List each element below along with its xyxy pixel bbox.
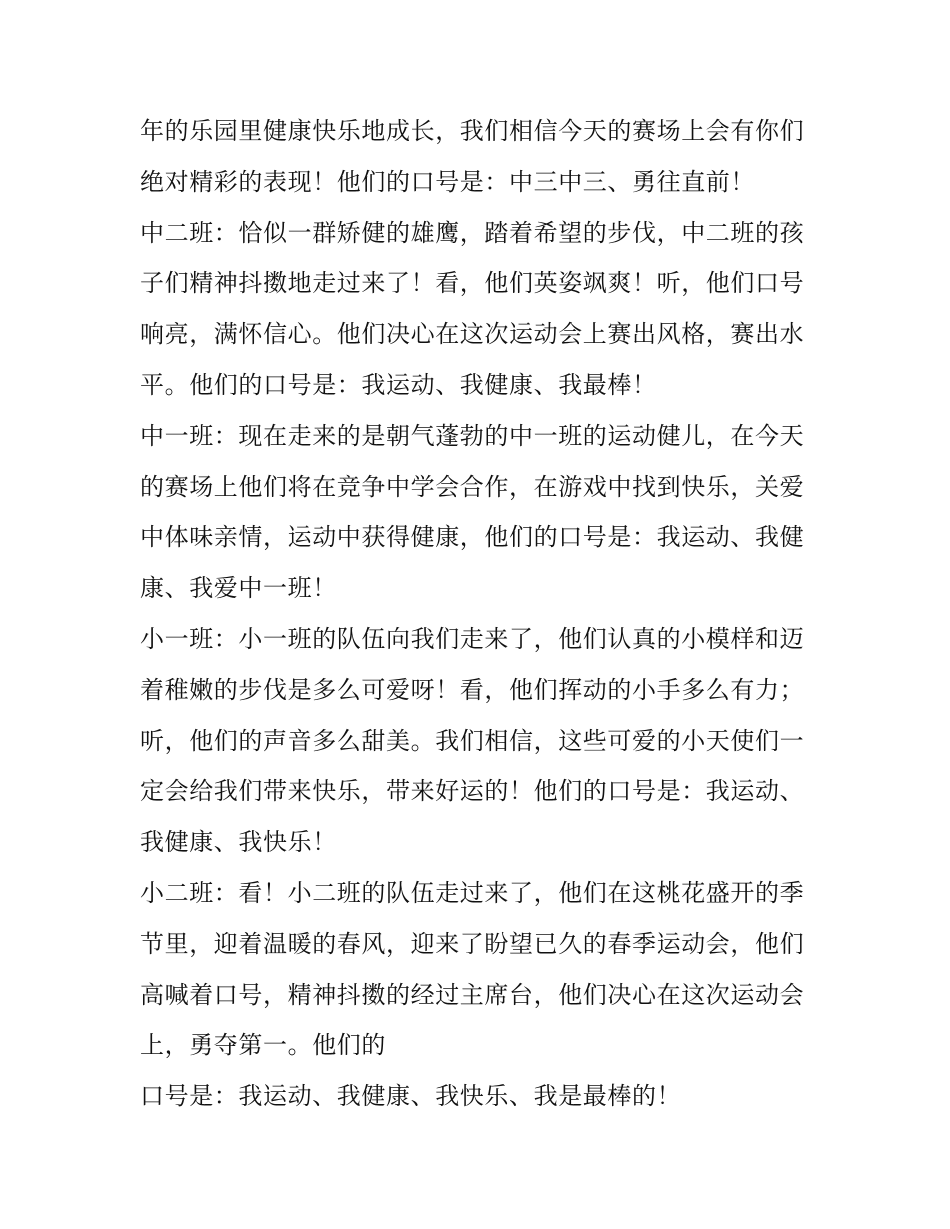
text-line: 平。他们的口号是：我运动、我健康、我最棒！	[140, 370, 657, 399]
text-line: 响亮，满怀信心。他们决心在这次运动会上赛出风格，赛出水	[140, 320, 805, 349]
text-line: 小一班：小一班的队伍向我们走来了，他们认真的小模样和迈	[140, 624, 805, 653]
text-line: 年的乐园里健康快乐地成长，我们相信今天的赛场上会有你们	[140, 117, 805, 145]
text-line: 中体味亲情，运动中获得健康，他们的口号是：我运动、我健	[140, 523, 805, 552]
text-line: 中一班：现在走来的是朝气蓬勃的中一班的运动健儿，在今天	[140, 421, 805, 450]
text-line: 我健康、我快乐！	[140, 828, 337, 857]
text-line: 节里，迎着温暖的春风，迎来了盼望已久的春季运动会，他们	[140, 929, 805, 958]
text-line: 口号是：我运动、我健康、我快乐、我是最棒的！	[140, 1082, 682, 1111]
text-line: 绝对精彩的表现！他们的口号是：中三中三、勇往直前！	[140, 167, 755, 196]
document-body-text	[140, 106, 820, 1122]
text-line: 着稚嫩的步伐是多么可爱呀！看，他们挥动的小手多么有力；	[140, 675, 805, 704]
text-line: 康、我爱中一班！	[140, 574, 337, 603]
text-line: 小二班：看！小二班的队伍走过来了，他们在这桃花盛开的季	[140, 878, 805, 907]
text-line: 听，他们的声音多么甜美。我们相信，这些可爱的小天使们一	[140, 726, 805, 755]
text-line: 子们精神抖擞地走过来了！看，他们英姿飒爽！听，他们口号	[140, 269, 805, 298]
text-line: 中二班：恰似一群矫健的雄鹰，踏着希望的步伐，中二班的孩	[140, 218, 805, 247]
text-line: 定会给我们带来快乐，带来好运的！他们的口号是：我运动、	[140, 777, 805, 806]
text-line: 上，勇夺第一。他们的	[140, 1031, 386, 1060]
text-line: 的赛场上他们将在竞争中学会合作，在游戏中找到快乐，关爱	[140, 472, 805, 501]
text-line: 高喊着口号，精神抖擞的经过主席台，他们决心在这次运动会	[140, 980, 805, 1009]
